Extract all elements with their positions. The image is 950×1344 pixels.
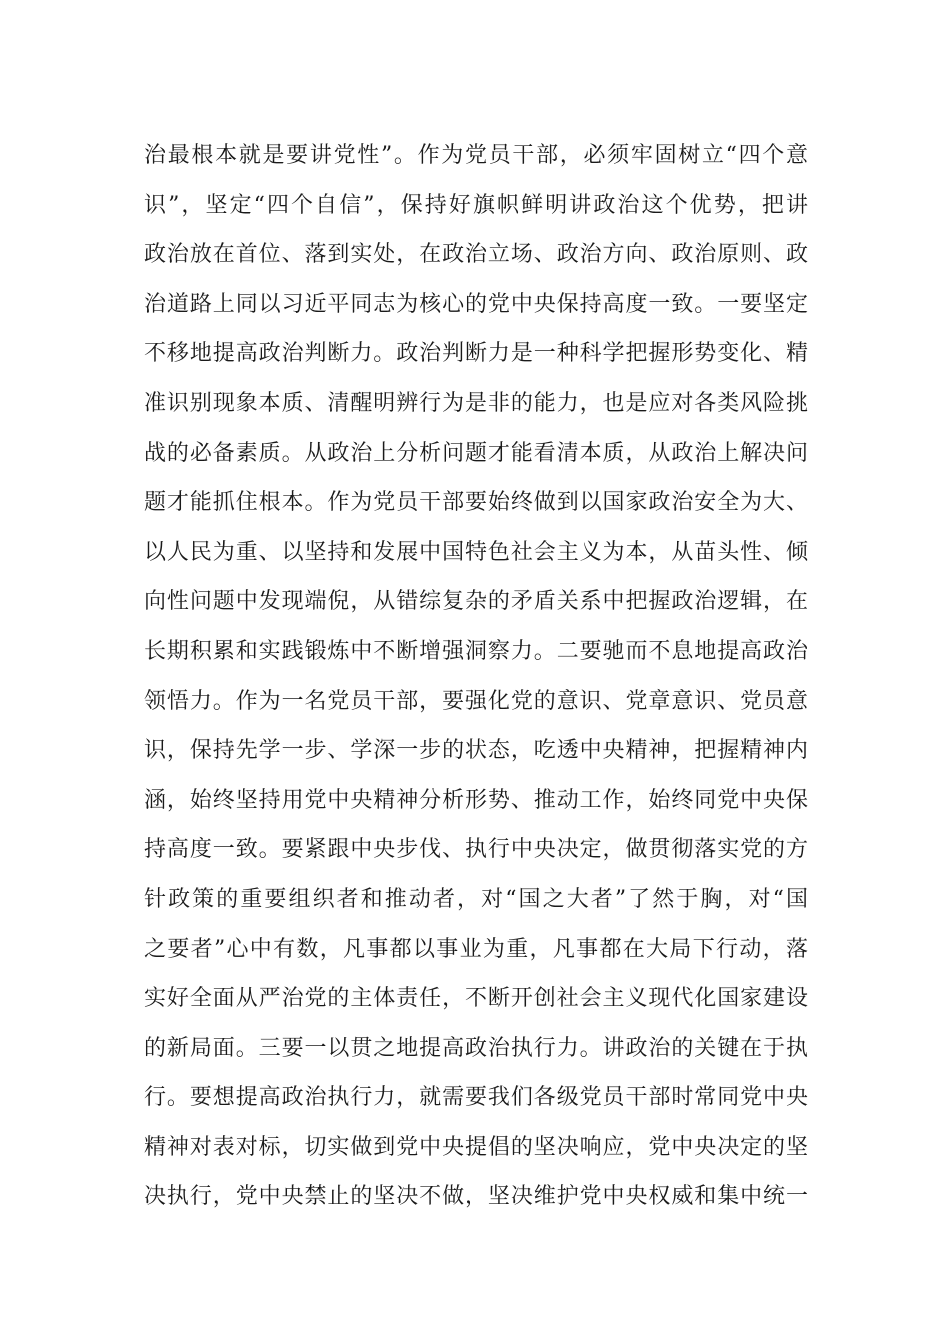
- text-line: 题才能抓住根本。作为党员干部要始终做到以国家政治安全为大、: [144, 490, 808, 516]
- text-line: 治最根本就是要讲党性”。作为党员干部，必须牢固树立“四个意: [144, 143, 808, 168]
- body-paragraph: [144, 131, 808, 1222]
- text-line: 实好全面从严治党的主体责任，不断开创社会主义现代化国家建设: [144, 986, 808, 1012]
- text-line: 领悟力。作为一名党员干部，要强化党的意识、党章意识、党员意: [144, 688, 808, 714]
- text-line: 针政策的重要组织者和推动者，对“国之大者”了然于胸，对“国: [144, 886, 808, 912]
- text-line: 行。要想提高政治执行力，就需要我们各级党员干部时常同党中央: [144, 1085, 808, 1111]
- text-line: 政治放在首位、落到实处，在政治立场、政治方向、政治原则、政: [144, 242, 808, 268]
- text-line: 精神对表对标，切实做到党中央提倡的坚决响应，党中央决定的坚: [144, 1134, 808, 1160]
- text-line: 持高度一致。要紧跟中央步伐、执行中央决定，做贯彻落实党的方: [144, 837, 808, 863]
- text-line: 长期积累和实践锻炼中不断增强洞察力。二要驰而不息地提高政治: [144, 638, 808, 664]
- text-line: 的新局面。三要一以贯之地提高政治执行力。讲政治的关键在于执: [144, 1035, 808, 1061]
- text-line: 涵，始终坚持用党中央精神分析形势、推动工作，始终同党中央保: [144, 787, 808, 813]
- text-line: 战的必备素质。从政治上分析问题才能看清本质，从政治上解决问: [144, 440, 808, 466]
- text-line: 决执行，党中央禁止的坚决不做，坚决维护党中央权威和集中统一: [144, 1184, 808, 1210]
- text-line: 准识别现象本质、清醒明辨行为是非的能力，也是应对各类风险挑: [144, 390, 808, 416]
- text-line: 以人民为重、以坚持和发展中国特色社会主义为本，从苗头性、倾: [144, 539, 808, 565]
- text-line: 不移地提高政治判断力。政治判断力是一种科学把握形势变化、精: [144, 341, 808, 367]
- text-line: 之要者”心中有数，凡事都以事业为重，凡事都在大局下行动，落: [144, 936, 808, 962]
- text-line: 向性问题中发现端倪，从错综复杂的矛盾关系中把握政治逻辑，在: [144, 589, 808, 615]
- text-line: 识，保持先学一步、学深一步的状态，吃透中央精神，把握精神内: [144, 738, 808, 764]
- text-line: 治道路上同以习近平同志为核心的党中央保持高度一致。一要坚定: [144, 291, 808, 317]
- text-line: 识”，坚定“四个自信”，保持好旗帜鲜明讲政治这个优势，把讲: [144, 192, 808, 218]
